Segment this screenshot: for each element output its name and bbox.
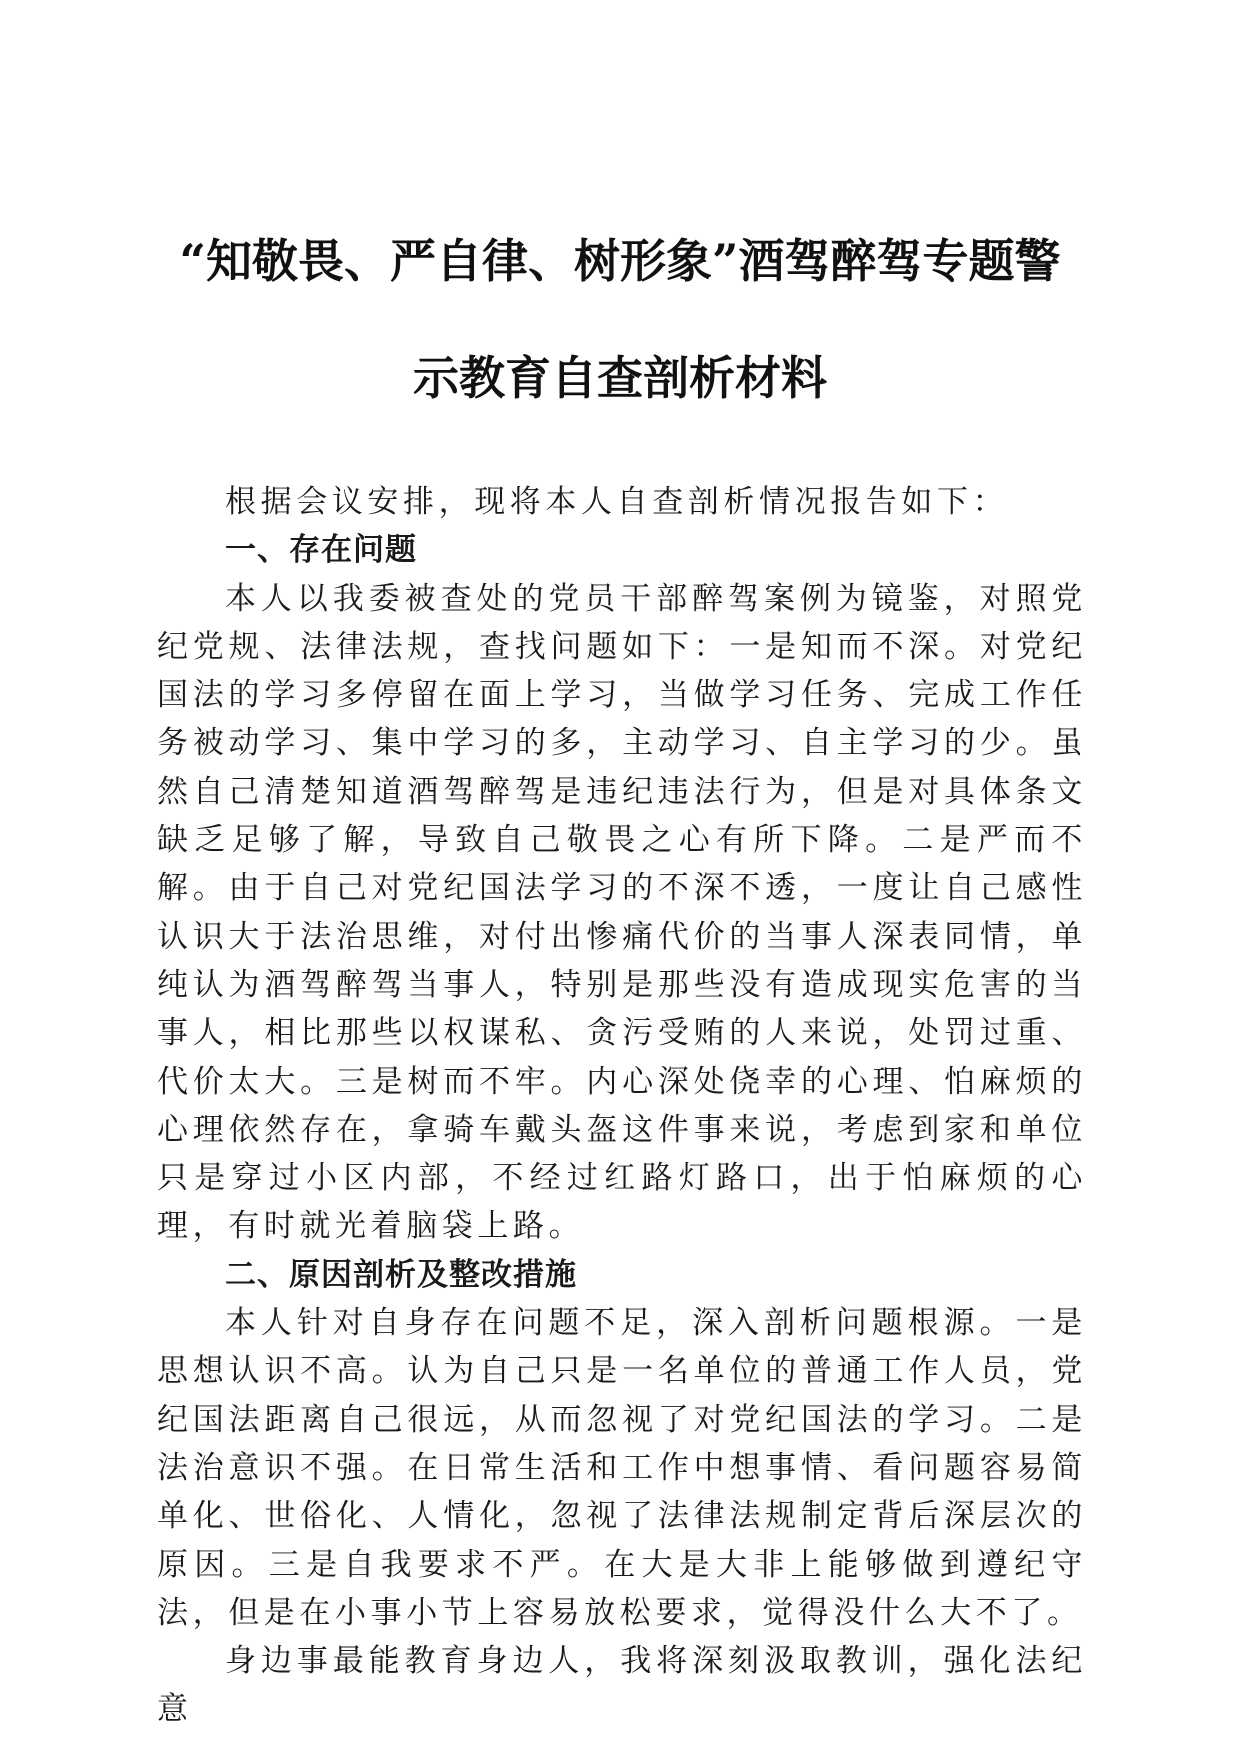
document-body [157, 478, 1087, 1734]
problems-paragraph: 本人以我委被查处的党员干部醉驾案例为镜鉴，对照党纪党规、法律法规，查找问题如下：一是知而不深。对党纪国法的学习多停留在面上学习，当做学习任务、完成工作任务被动学习、集中学习的多，主动学习、自主学习的少。虽然自己清楚知道酒驾醉驾是违纪违法行为，但是对具体条文缺乏足够了解，导致自己敬畏之心有所下降。二是严而不解。由于自己对党纪国法学习的不深不透，一度让自己感性认识大于法治思维，对付出惨痛代价的当事人深表同情，单纯认为酒驾醉驾当事人，特别是那些没有造成现实危害的当事人，相比那些以权谋私、贪污受贿的人来说，处罚过重、代价太大。三是树而不牢。内心深处侥幸的心理、怕麻烦的心理依然存在，拿骑车戴头盔这件事来说，考虑到家和单位只是穿过小区内部，不经过红路灯路口，出于怕麻烦的心理，有时就光着脑袋上路。 [157, 580, 1087, 1245]
section-heading-causes: 二、原因剖析及整改措施 [225, 1256, 577, 1293]
document-title-line-1: “知敬畏、严自律、树形象”酒驾醉驾专题警 [179, 234, 1061, 288]
causes-paragraph: 本人针对自身存在问题不足，深入剖析问题根源。一是思想认识不高。认为自己只是一名单位的普通工作人员，党纪国法距离自己很远，从而忽视了对党纪国法的学习。二是法治意识不强。在日常生活和工作中想事情、看问题容易简单化、世俗化、人情化，忽视了法律法规制定背后深层次的原因。三是自我要求不严。在大是大非上能够做到遵纪守法，但是在小事小节上容易放松要求，觉得没什么大不了。 [157, 1305, 1087, 1631]
section-heading-problems: 一、存在问题 [225, 532, 417, 569]
document-title-line-2: 示教育自查剖析材料 [413, 351, 827, 405]
closing-paragraph: 身边事最能教育身边人，我将深刻汲取教训，强化法纪意 [157, 1643, 1087, 1728]
intro-paragraph: 根据会议安排，现将本人自查剖析情况报告如下： [225, 484, 1009, 520]
